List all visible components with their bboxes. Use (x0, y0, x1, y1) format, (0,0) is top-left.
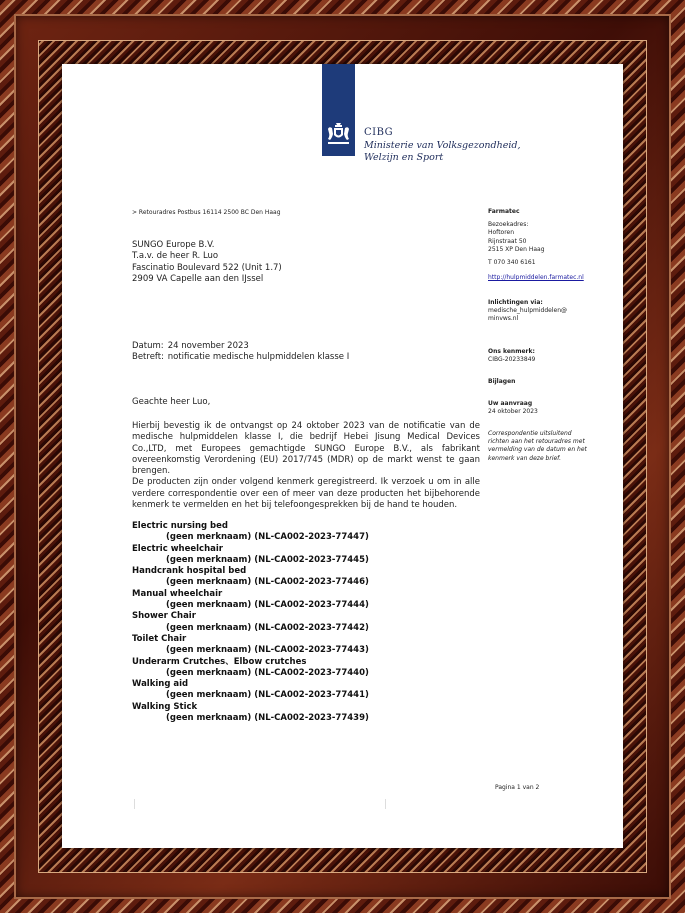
info-label: Inlichtingen via: (488, 299, 543, 306)
product-code: (geen merknaam) (NL-CA002-2023-77444) (166, 600, 369, 611)
product-code: (geen merknaam) (NL-CA002-2023-77446) (166, 577, 369, 588)
attachments-label: Bijlagen (488, 378, 516, 385)
list-item (132, 657, 369, 680)
body-paragraph-2: De producten zijn onder volgend kenmerk geregistreerd. Ik verzoek u om in alle verdere correspondentie over een of meer van deze producten het bijbehorende kenmerk te vermelden en het bij telefoongesprekken bij de hand te houden. (132, 477, 480, 511)
phone-number: T 070 340 6161 (488, 259, 536, 267)
product-name: Handcrank hospital bed (132, 566, 247, 577)
product-list (132, 521, 369, 724)
return-address: > Retouradres Postbus 16114 2500 BC Den Haag (132, 209, 281, 216)
product-code: (geen merknaam) (NL-CA002-2023-77442) (166, 622, 369, 633)
ministry-logo-bar (322, 64, 355, 156)
visit-address-label: Bezoekadres: (488, 221, 529, 229)
letter-body (132, 421, 480, 511)
recipient-company: SUNGO Europe B.V. (132, 240, 215, 250)
list-item (132, 611, 369, 634)
note-line2: richten aan het retouradres met (488, 438, 585, 446)
product-name: Walking Stick (132, 701, 198, 712)
product-code: (geen merknaam) (NL-CA002-2023-77447) (166, 532, 369, 543)
sidebar-info (488, 299, 598, 324)
recipient-attention: T.a.v. de heer R. Luo (132, 251, 219, 262)
list-item (132, 679, 369, 702)
date-value: 24 november 2023 (167, 341, 249, 351)
note-line4: kenmerk van deze brief. (488, 454, 562, 462)
product-code: (geen merknaam) (NL-CA002-2023-77440) (166, 667, 369, 678)
our-reference-value: CIBG-20233849 (488, 356, 536, 364)
info-email-line2: minvws.nl (488, 315, 519, 323)
subject-row (132, 352, 349, 363)
product-code: (geen merknaam) (NL-CA002-2023-77443) (166, 645, 369, 656)
list-item (132, 566, 369, 589)
greeting: Geachte heer Luo, (132, 397, 211, 407)
ministry-name-line1: Ministerie van Volksgezondheid, (364, 140, 521, 151)
letter-meta (132, 341, 349, 364)
sidebar-your-request (488, 400, 598, 416)
subject-value: notificatie medische hulpmiddelen klasse I (167, 352, 350, 363)
sidebar-reference (488, 348, 598, 364)
list-item (132, 634, 369, 657)
visit-address-line3: 2515 XP Den Haag (488, 245, 545, 253)
product-name: Electric wheelchair (132, 543, 223, 554)
product-name: Underarm Crutches、Elbow crutches (132, 656, 307, 667)
info-email-line1: medische_hulpmiddelen@ (488, 307, 567, 315)
your-request-value: 24 oktober 2023 (488, 408, 538, 416)
list-item (132, 702, 369, 725)
recipient-street: Fascinatio Boulevard 522 (Unit 1.7) (132, 262, 282, 273)
visit-address-line2: Rijnstraat 50 (488, 237, 527, 245)
list-item (132, 521, 369, 544)
recipient-city: 2909 VA Capelle aan den IJssel (132, 273, 264, 284)
list-item (132, 544, 369, 567)
product-name: Manual wheelchair (132, 588, 223, 599)
ministry-logo-text (364, 127, 521, 164)
org-name: CIBG (364, 127, 394, 138)
list-item (132, 589, 369, 612)
note-line1: Correspondentie uitsluitend (488, 430, 572, 437)
body-paragraph-1: Hierbij bevestig ik de ontvangst op 24 oktober 2023 van de notificatie van de medische hulpmiddelen klasse I, die bedrijf Hebei Jisung Medical Devices Co.,LTD, met Europees gemachtigde SUNGO Europe B.V., als fabrikant overeenkomstig Verordening (EU) 2017/745 (MDR) op de markt wenst te gaan brengen. (132, 421, 480, 477)
product-name: Walking aid (132, 679, 189, 690)
royal-coat-of-arms-icon (325, 120, 352, 147)
recipient-address (132, 240, 282, 285)
page-number: Pagina 1 van 2 (495, 784, 540, 791)
sidebar-contact (488, 208, 598, 282)
date-row (132, 341, 349, 352)
sidebar-attachments (488, 378, 598, 386)
our-reference-label: Ons kenmerk: (488, 348, 535, 355)
sidebar-note (488, 430, 598, 463)
subject-label: Betreft: (132, 352, 164, 363)
department-name: Farmatec (488, 208, 520, 215)
website-link[interactable]: http://hulpmiddelen.farmatec.nl (488, 274, 584, 282)
product-code: (geen merknaam) (NL-CA002-2023-77445) (166, 554, 369, 565)
product-code: (geen merknaam) (NL-CA002-2023-77439) (166, 713, 369, 724)
note-line3: vermelding van de datum en het (488, 446, 587, 454)
your-request-label: Uw aanvraag (488, 400, 533, 407)
fold-mark (134, 799, 135, 809)
product-name: Electric nursing bed (132, 521, 228, 531)
letter-page (62, 64, 623, 848)
ministry-name-line2: Welzijn en Sport (364, 152, 444, 163)
product-name: Toilet Chair (132, 633, 187, 644)
visit-address-line1: Hoftoren (488, 229, 515, 237)
product-code: (geen merknaam) (NL-CA002-2023-77441) (166, 690, 369, 701)
date-label: Datum: (132, 341, 164, 351)
product-name: Shower Chair (132, 611, 196, 622)
fold-mark (385, 799, 386, 809)
